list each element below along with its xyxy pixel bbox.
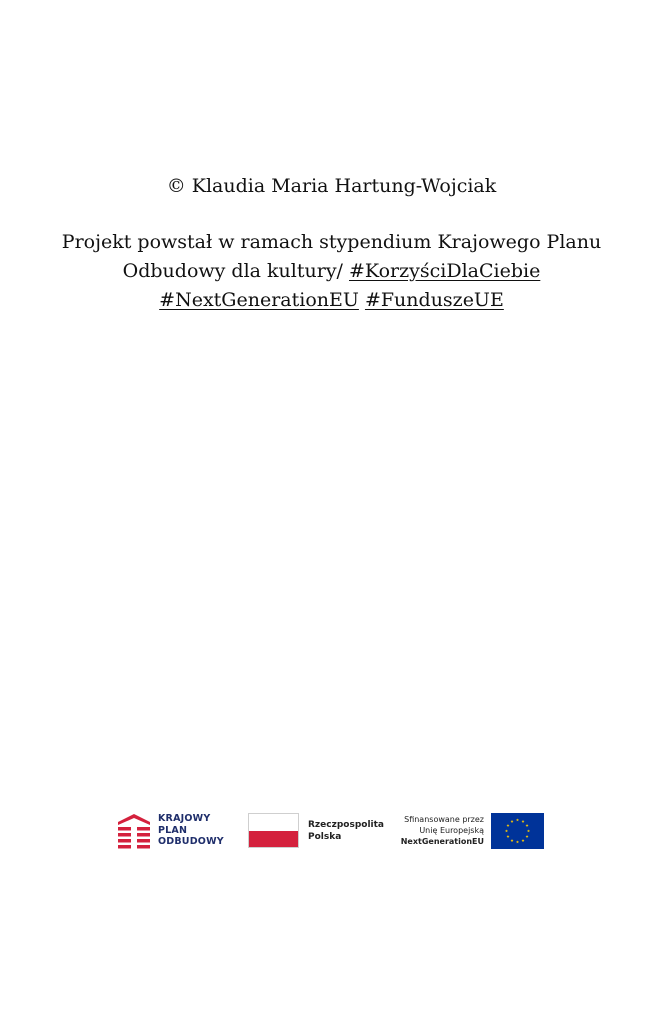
funding-logos-bar	[118, 812, 548, 852]
eu-flag-icon	[491, 813, 544, 849]
project-statement	[60, 228, 603, 315]
kpo-logo-text	[158, 813, 224, 848]
poland-flag-icon	[248, 813, 299, 848]
eu-line-1: Sfinansowane przez	[404, 815, 484, 824]
kpo-line-2: PLAN	[158, 824, 188, 836]
hashtag-korzysci[interactable]: #KorzyściDlaCiebie	[349, 260, 541, 282]
project-text: Projekt powstał w ramach stypendium Krajowego Planu Odbudowy dla kultury/	[61, 231, 602, 282]
copyright-line: © Klaudia Maria Hartung-Wojciak	[166, 175, 497, 197]
eu-line-2: Unię Europejską	[419, 826, 484, 835]
kpo-logo	[118, 812, 238, 852]
poland-logo-text	[308, 819, 384, 843]
kpo-line-1: KRAJOWY	[158, 813, 211, 824]
poland-line-1: Rzeczpospolita	[308, 820, 384, 830]
kpo-mark-icon	[118, 814, 152, 850]
poland-line-2: Polska	[308, 832, 342, 842]
hashtag-funduszeue[interactable]: #FunduszeUE	[364, 289, 504, 311]
eu-logo-text	[388, 814, 484, 847]
kpo-line-3: ODBUDOWY	[158, 836, 224, 847]
hashtag-nextgenerationeu[interactable]: #NextGenerationEU	[159, 289, 359, 311]
eu-line-3: NextGenerationEU	[400, 837, 484, 846]
